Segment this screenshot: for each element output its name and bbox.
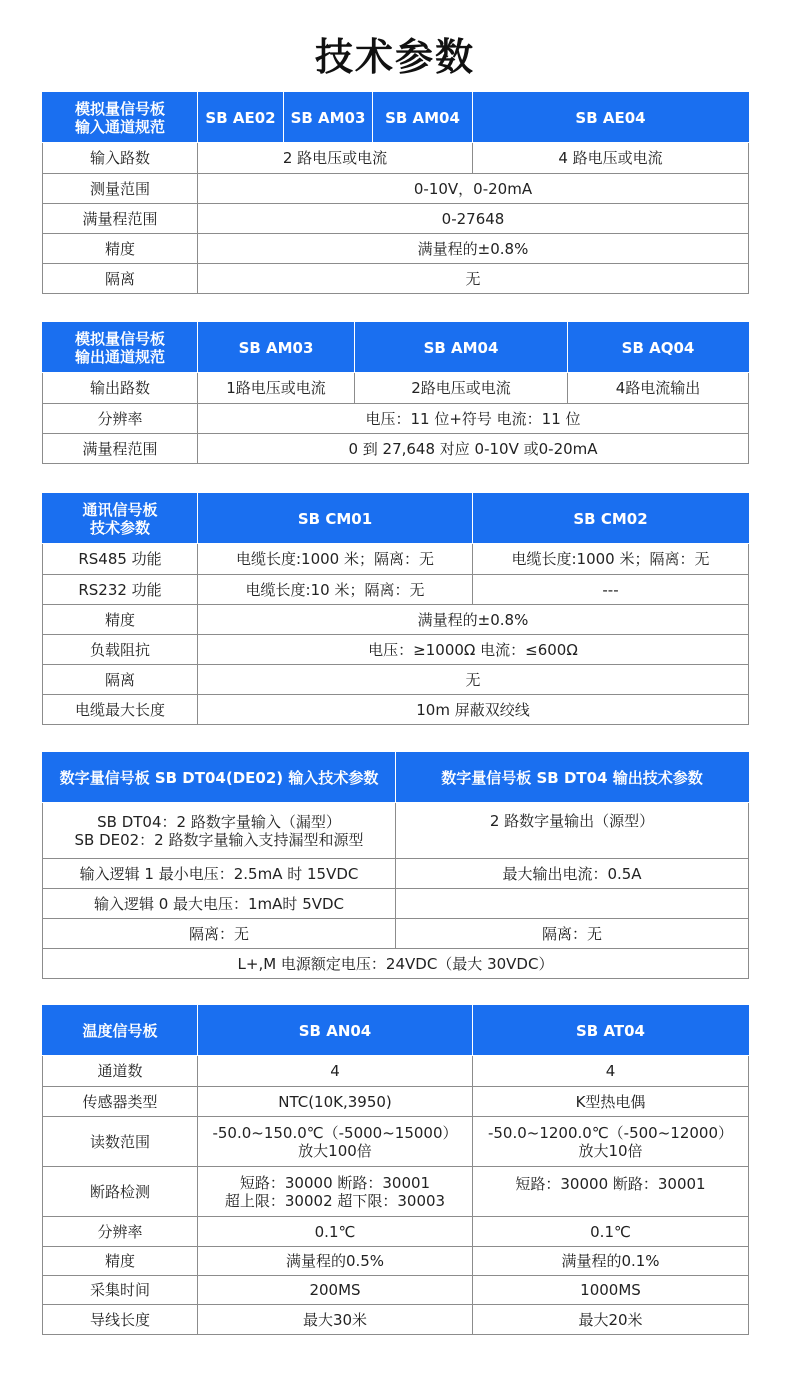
- row-label: 精度: [43, 605, 198, 635]
- table-row: [43, 635, 749, 665]
- row-label: 通道数: [43, 1056, 198, 1087]
- table-cell: 0.1℃: [198, 1217, 473, 1247]
- table-row: [43, 174, 749, 204]
- table-row: [43, 1276, 749, 1305]
- table-row: [43, 544, 749, 575]
- table-row: [43, 1247, 749, 1276]
- table-row: [43, 803, 749, 859]
- table-cell: 最大30米: [198, 1305, 473, 1335]
- row-label: 采集时间: [43, 1276, 198, 1305]
- row-label: 隔离: [43, 264, 198, 294]
- table-cell: 1000MS: [473, 1276, 749, 1305]
- table-cell: 隔离：无: [43, 919, 396, 949]
- table-header-cell: SB AM04: [373, 93, 473, 143]
- table-row: [43, 695, 749, 725]
- table-header-cell: 通讯信号板 技术参数: [43, 494, 198, 544]
- table-cell: ---: [473, 575, 749, 605]
- table-header-cell: 数字量信号板 SB DT04(DE02) 输入技术参数: [43, 753, 396, 803]
- table-cell: 0.1℃: [473, 1217, 749, 1247]
- table-cell: NTC(10K,3950): [198, 1087, 473, 1117]
- table-cell: 1路电压或电流: [198, 373, 355, 404]
- row-label: 负载阻抗: [43, 635, 198, 665]
- table-cell: L+,M 电源额定电压：24VDC（最大 30VDC）: [43, 949, 749, 979]
- table-row: [43, 1305, 749, 1335]
- page-title: 技术参数: [314, 35, 475, 79]
- table-row: [43, 234, 749, 264]
- table-header-cell: SB AT04: [473, 1006, 749, 1056]
- table-row: [43, 1167, 749, 1217]
- table-cell: 电缆长度:1000 米；隔离：无: [473, 544, 749, 575]
- table-row: [43, 889, 749, 919]
- table-cell: 满量程的0.1%: [473, 1247, 749, 1276]
- table-row: [43, 949, 749, 979]
- table-row: [43, 919, 749, 949]
- row-label: 满量程范围: [43, 434, 198, 464]
- table-cell: -50.0~1200.0℃（-500~12000） 放大10倍: [473, 1117, 749, 1167]
- table-cell: 隔离：无: [396, 919, 749, 949]
- row-label: 隔离: [43, 665, 198, 695]
- table-row: [43, 665, 749, 695]
- table-cell: 输入逻辑 0 最大电压：1mA时 5VDC: [43, 889, 396, 919]
- row-label: RS232 功能: [43, 575, 198, 605]
- table-row: [43, 1056, 749, 1087]
- table-row: [43, 859, 749, 889]
- table-cell: 电压：≥1000Ω 电流：≤600Ω: [198, 635, 749, 665]
- row-label: 电缆最大长度: [43, 695, 198, 725]
- table-header-cell: SB AE04: [473, 93, 749, 143]
- table-cell: 短路：30000 断路：30001: [473, 1167, 749, 1217]
- table-row: [43, 434, 749, 464]
- table-header-cell: 模拟量信号板 输出通道规范: [43, 323, 198, 373]
- table-cell: 满量程的±0.8%: [198, 605, 749, 635]
- table-header-cell: 温度信号板: [43, 1006, 198, 1056]
- table-cell: 电压：11 位+符号 电流：11 位: [198, 404, 749, 434]
- table-cell: -50.0~150.0℃（-5000~15000） 放大100倍: [198, 1117, 473, 1167]
- digital-table: [42, 752, 749, 979]
- table-cell: 0 到 27,648 对应 0-10V 或0-20mA: [198, 434, 749, 464]
- row-label: 输出路数: [43, 373, 198, 404]
- table-row: [43, 605, 749, 635]
- row-label: 输入路数: [43, 143, 198, 174]
- table-row: [43, 373, 749, 404]
- table-header-cell: SB AM04: [355, 323, 568, 373]
- table-cell: 满量程的±0.8%: [198, 234, 749, 264]
- table-cell: 4: [198, 1056, 473, 1087]
- table-row: [43, 143, 749, 174]
- table-header-cell: SB AM03: [198, 323, 355, 373]
- analog-output-table: [42, 322, 749, 464]
- table-cell: 2路电压或电流: [355, 373, 568, 404]
- row-label: 传感器类型: [43, 1087, 198, 1117]
- table-cell: 4: [473, 1056, 749, 1087]
- row-label: 测量范围: [43, 174, 198, 204]
- table-cell: 2 路数字量输出（源型）: [396, 803, 749, 859]
- table-header-cell: 数字量信号板 SB DT04 输出技术参数: [396, 753, 749, 803]
- table-cell: 满量程的0.5%: [198, 1247, 473, 1276]
- table-cell: 200MS: [198, 1276, 473, 1305]
- table-cell: 4路电流输出: [568, 373, 749, 404]
- temperature-table: [42, 1005, 749, 1335]
- row-label: 满量程范围: [43, 204, 198, 234]
- row-label: 断路检测: [43, 1167, 198, 1217]
- row-label: 精度: [43, 1247, 198, 1276]
- table-cell: SB DT04：2 路数字量输入（漏型） SB DE02：2 路数字量输入支持漏型和源型: [43, 803, 396, 859]
- table-row: [43, 1117, 749, 1167]
- row-label: 读数范围: [43, 1117, 198, 1167]
- table-cell: 4 路电压或电流: [473, 143, 749, 174]
- analog-input-table: [42, 92, 749, 294]
- row-label: 分辨率: [43, 404, 198, 434]
- table-row: [43, 1087, 749, 1117]
- table-cell: 10m 屏蔽双绞线: [198, 695, 749, 725]
- table-header-cell: SB AE02: [198, 93, 284, 143]
- table-cell: 最大20米: [473, 1305, 749, 1335]
- table-cell: 无: [198, 665, 749, 695]
- table-cell: 电缆长度:10 米；隔离：无: [198, 575, 473, 605]
- table-row: [43, 575, 749, 605]
- table-cell: 2 路电压或电流: [198, 143, 473, 174]
- table-header-cell: SB AM03: [284, 93, 373, 143]
- table-cell: 电缆长度:1000 米；隔离：无: [198, 544, 473, 575]
- table-cell: [396, 889, 749, 919]
- table-header-cell: SB CM01: [198, 494, 473, 544]
- row-label: 分辨率: [43, 1217, 198, 1247]
- table-cell: 无: [198, 264, 749, 294]
- table-cell: 0-10V，0-20mA: [198, 174, 749, 204]
- table-row: [43, 404, 749, 434]
- table-cell: 最大输出电流：0.5A: [396, 859, 749, 889]
- comm-table: [42, 493, 749, 725]
- table-cell: 短路：30000 断路：30001 超上限：30002 超下限：30003: [198, 1167, 473, 1217]
- table-cell: 0-27648: [198, 204, 749, 234]
- table-header-cell: 模拟量信号板 输入通道规范: [43, 93, 198, 143]
- table-header-cell: SB AQ04: [568, 323, 749, 373]
- table-row: [43, 264, 749, 294]
- table-header-cell: SB CM02: [473, 494, 749, 544]
- row-label: RS485 功能: [43, 544, 198, 575]
- table-row: [43, 1217, 749, 1247]
- table-row: [43, 204, 749, 234]
- table-header-cell: SB AN04: [198, 1006, 473, 1056]
- row-label: 导线长度: [43, 1305, 198, 1335]
- row-label: 精度: [43, 234, 198, 264]
- table-cell: K型热电偶: [473, 1087, 749, 1117]
- table-cell: 输入逻辑 1 最小电压：2.5mA 时 15VDC: [43, 859, 396, 889]
